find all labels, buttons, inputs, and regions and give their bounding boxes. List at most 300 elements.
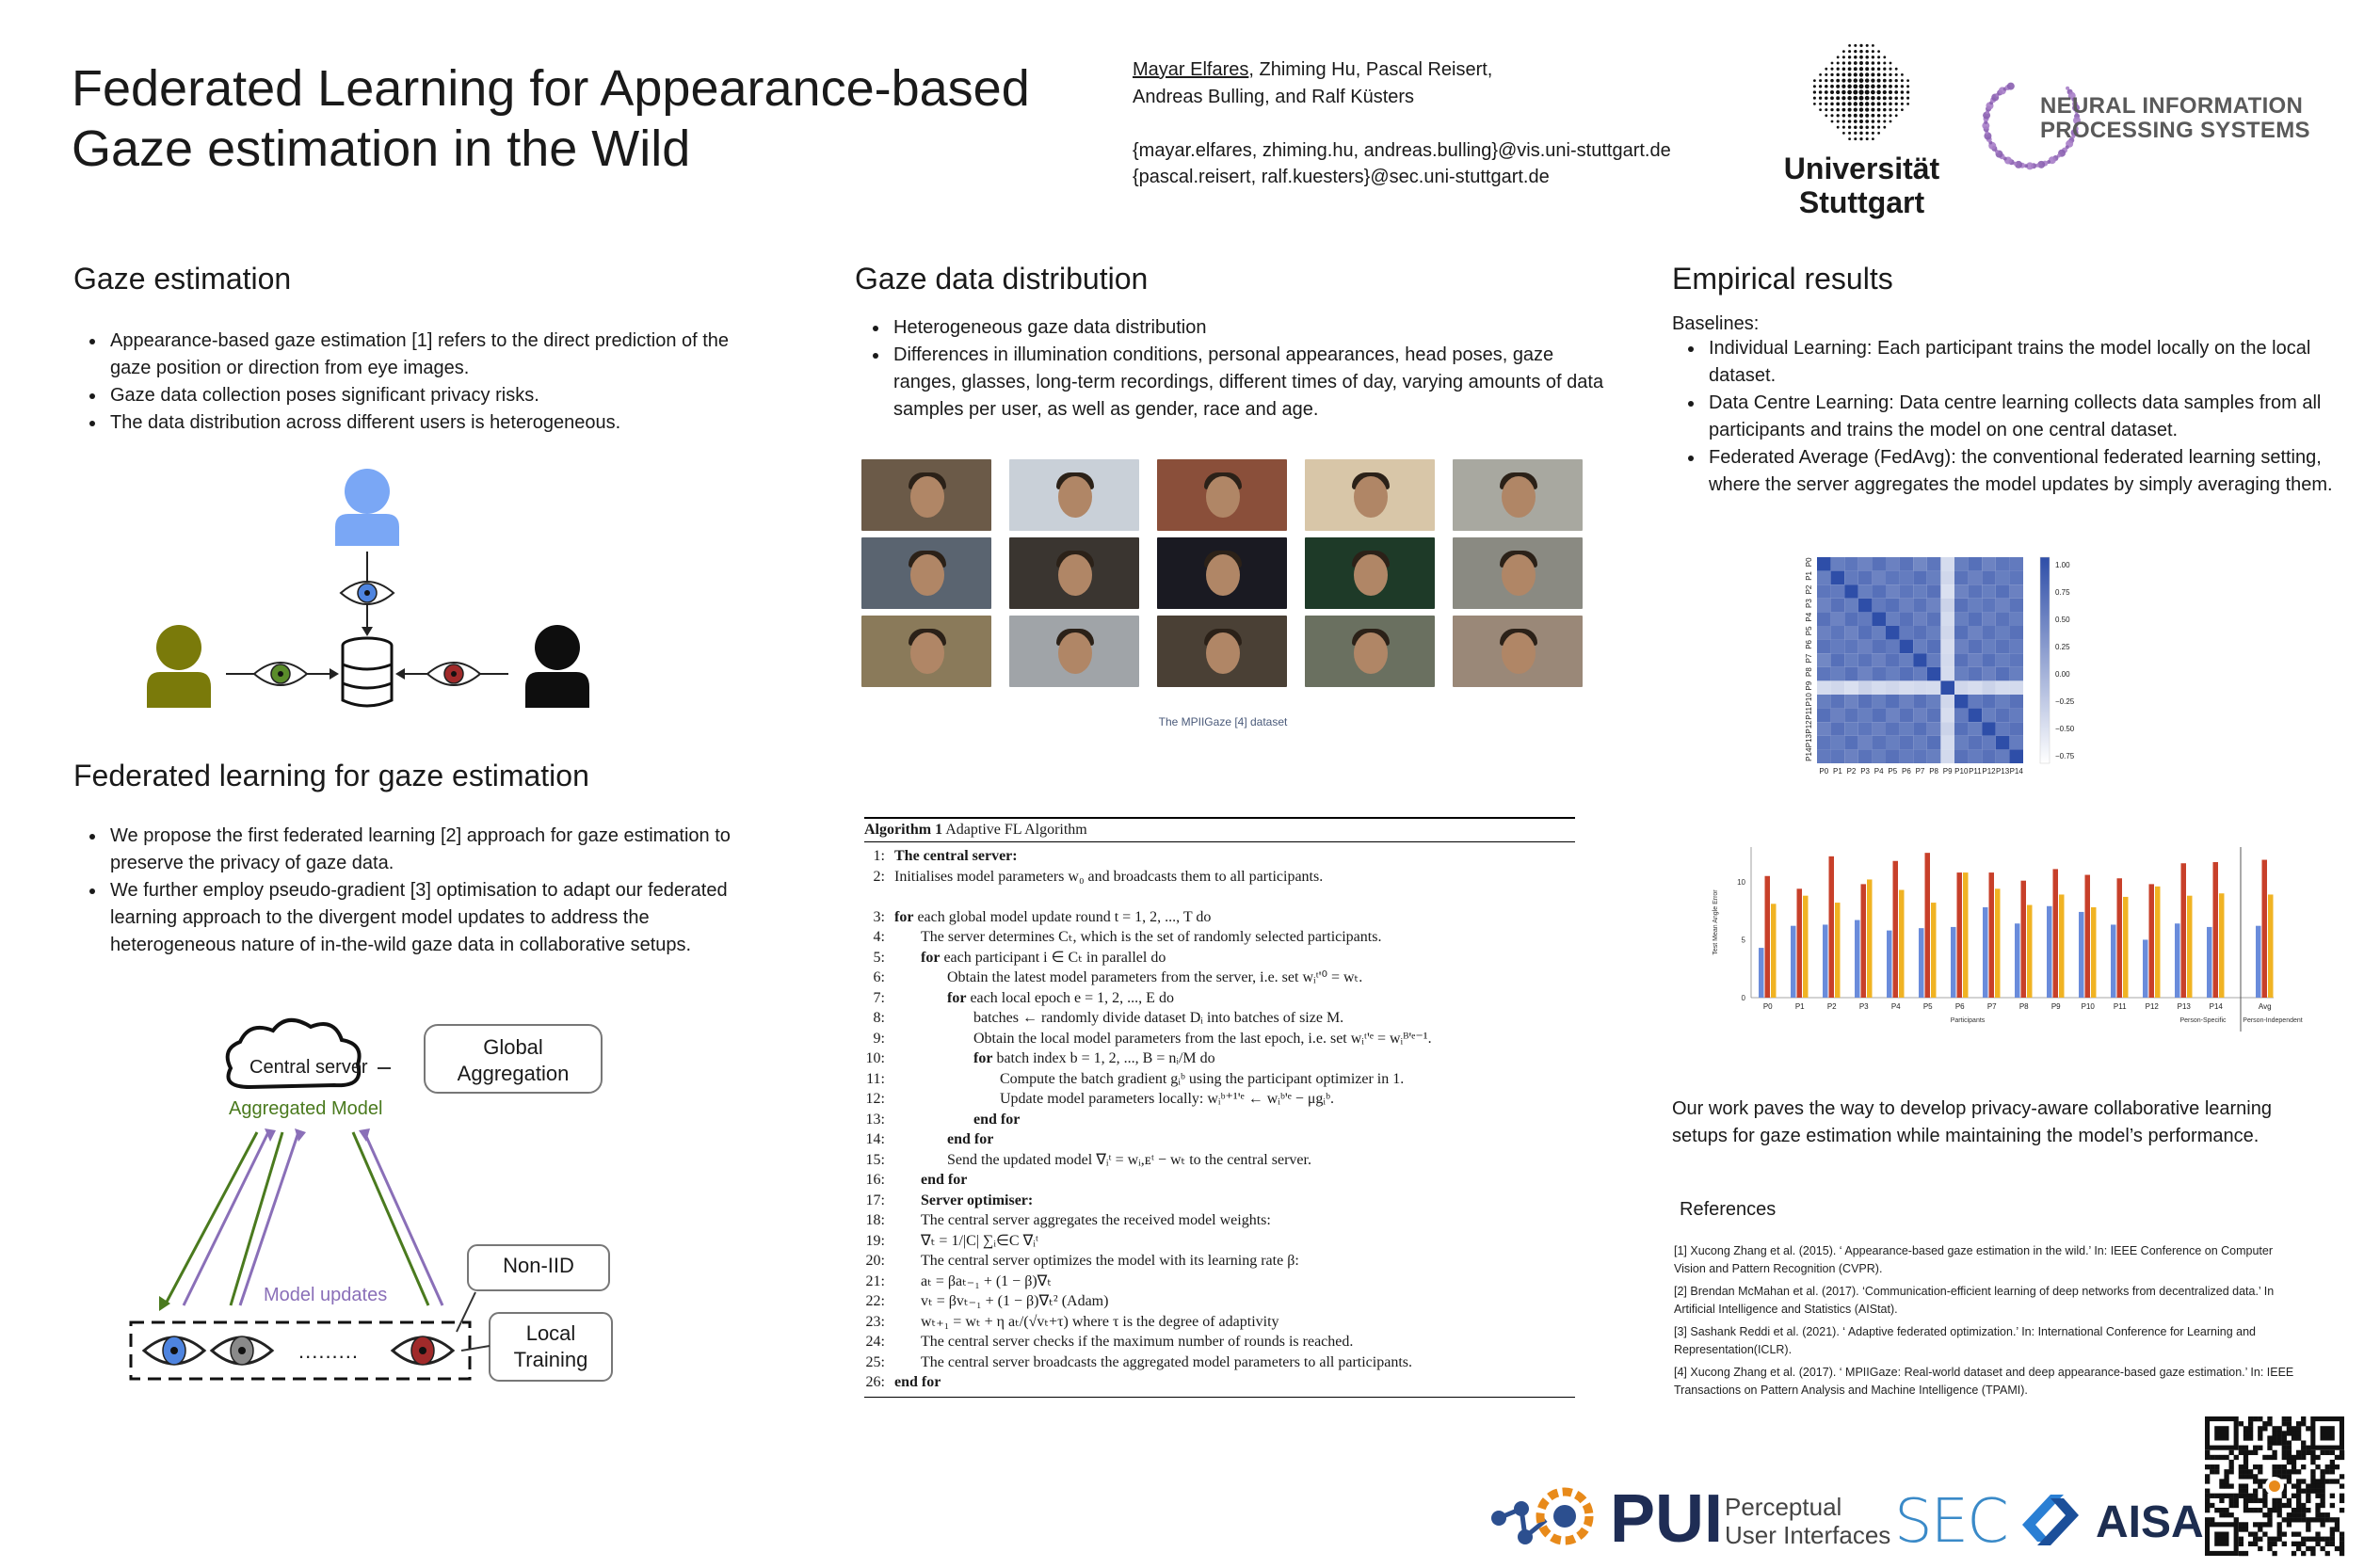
- dataset-photo: [1305, 616, 1435, 687]
- heatmap-x-tick: P7: [1915, 767, 1925, 776]
- eye-grey-small-icon: [212, 1336, 272, 1365]
- heatmap-cell: [1927, 749, 1941, 763]
- avg-bar: [2268, 894, 2274, 998]
- heatmap-cell: [1927, 653, 1941, 667]
- bar-group-label: Person-Specific: [2179, 1017, 2227, 1024]
- heatmap-cell: [1940, 749, 1954, 763]
- eye-blue-icon: [341, 582, 394, 604]
- bar-y-tick: 5: [1741, 936, 1745, 945]
- heatmap-cell: [1913, 736, 1927, 750]
- bar: [2219, 893, 2225, 998]
- heatmap-cell: [1817, 653, 1831, 667]
- title-line-2: Gaze estimation in the Wild: [72, 120, 691, 177]
- aisa-mark-icon: [2013, 1487, 2088, 1553]
- heatmap-cell: [1913, 695, 1927, 709]
- bar: [1791, 926, 1796, 998]
- heatmap-cell: [1996, 612, 2010, 626]
- heatmap-cell: [1858, 557, 1873, 571]
- bar: [1765, 876, 1771, 998]
- algorithm-line: 5: for each participant i ∈ Cₜ in parallel do: [873, 949, 1166, 966]
- bar-y-tick: 0: [1741, 994, 1745, 1002]
- heatmap-cell: [1900, 722, 1914, 736]
- heatmap-cell: [1872, 626, 1886, 640]
- heatmap-x-tick: P6: [1902, 767, 1911, 776]
- aggregated-model-label: Aggregated Model: [229, 1098, 383, 1119]
- heatmap-cell: [1831, 653, 1845, 667]
- reference-item: [2] Brendan McMahan et al. (2017). ‘Communication-efficient learning of deep networks from decentralized data.’ In Artificial Intelligence and Statistics (AIStat).: [1674, 1285, 2275, 1316]
- heatmap-cell: [1872, 599, 1886, 613]
- heatmap-cell: [2009, 557, 2023, 571]
- dataset-photo: [1009, 616, 1139, 687]
- references-heading: References: [1680, 1199, 1777, 1220]
- heatmap-cell: [1969, 695, 1983, 709]
- eye-red-icon: [427, 663, 480, 685]
- heatmap-cell: [1831, 571, 1845, 585]
- heatmap-cell: [1982, 722, 1996, 736]
- heatmap-cell: [1886, 736, 1900, 750]
- heatmap-cell: [1886, 640, 1900, 654]
- heatmap-y-tick: P1: [1805, 571, 1813, 581]
- heatmap-cell: [1969, 612, 1983, 626]
- heatmap-cell: [1982, 640, 1996, 654]
- conclusion-text: Our work paves the way to develop privacy-aware collaborative learning setups for gaze estimation while maintaining the model’s performance.: [1672, 1098, 2272, 1146]
- heatmap-cell: [1982, 584, 1996, 599]
- heatmap-cell: [1969, 680, 1983, 695]
- heatmap-cell: [1996, 736, 2010, 750]
- university-logo: [1775, 38, 1949, 226]
- heatmap-cell: [1913, 680, 1927, 695]
- heatmap-cell: [1817, 612, 1831, 626]
- heatmap-cell: [2009, 680, 2023, 695]
- algorithm-line: 7: for each local epoch e = 1, 2, ..., E do: [873, 989, 1174, 1006]
- heatmap-cell: [1954, 571, 1969, 585]
- heatmap-cell: [1940, 612, 1954, 626]
- heatmap-cell: [1996, 667, 2010, 681]
- heatmap-cell: [1844, 667, 1858, 681]
- algorithm-line: 16: end for: [865, 1172, 968, 1188]
- heatmap-cell: [1913, 626, 1927, 640]
- heatmap-cell: [1969, 653, 1983, 667]
- heatmap-cell: [1886, 626, 1900, 640]
- heatmap-y-tick: P8: [1805, 667, 1813, 677]
- error-bar-chart: [1704, 838, 2303, 1045]
- heatmap-cell: [1872, 557, 1886, 571]
- heatmap-cell: [1872, 736, 1886, 750]
- colorbar-tick: 0.75: [2055, 588, 2070, 597]
- dataset-photo: [1009, 459, 1139, 531]
- bar: [1931, 903, 1937, 998]
- heatmap-cell: [1940, 626, 1954, 640]
- first-author: Mayar Elfares: [1133, 59, 1249, 80]
- algorithm-line: 13: end for: [865, 1111, 1021, 1128]
- heatmap-x-tick: P3: [1860, 767, 1870, 776]
- heatmap-cell: [1927, 626, 1941, 640]
- bar-x-tick: P14: [2209, 1002, 2223, 1011]
- qr-center-logo: [2269, 1480, 2280, 1492]
- heatmap-cell: [1969, 571, 1983, 585]
- heatmap-y-tick: P7: [1805, 653, 1813, 664]
- heatmap-cell: [1844, 571, 1858, 585]
- heatmap-cell: [1858, 571, 1873, 585]
- bullet-fed-1: • We propose the first federated learning [2] approach for gaze estimation to preserve the privacy of gaze data.: [106, 823, 765, 877]
- heatmap-cell: [2009, 612, 2023, 626]
- colorbar-tick: −0.25: [2055, 697, 2075, 706]
- algorithm-line: 25: The central server broadcasts the aggregated model parameters to all participants.: [865, 1353, 1412, 1370]
- algorithm-line: 8: batches ← randomly divide dataset Dᵢ into batches of size M.: [873, 1010, 1344, 1026]
- avg-bar: [2262, 860, 2268, 998]
- heatmap-x-tick: P5: [1888, 767, 1898, 776]
- bar: [2123, 897, 2129, 998]
- bar: [1951, 927, 1956, 998]
- heatmap-cell: [1886, 722, 1900, 736]
- heatmap-cell: [1858, 709, 1873, 723]
- dataset-photo: [1009, 537, 1139, 609]
- bar-x-tick: P5: [1922, 1002, 1933, 1011]
- heatmap-cell: [1844, 653, 1858, 667]
- heatmap-cell: [1969, 557, 1983, 571]
- heatmap-cell: [1900, 626, 1914, 640]
- heatmap-cell: [1886, 612, 1900, 626]
- heatmap-cell: [1913, 667, 1927, 681]
- dataset-photo: [861, 616, 991, 687]
- dataset-caption: The MPIIGaze [4] dataset: [1158, 715, 1288, 728]
- bar: [1995, 888, 2001, 998]
- heatmap-cell: [1872, 680, 1886, 695]
- bar: [2143, 939, 2148, 998]
- algorithm-box: [864, 817, 1575, 1398]
- bullet-res-3: • Federated Average (FedAvg): the conventional federated learning setting, where the server aggregates the model updates by simply averaging them.: [1705, 444, 2364, 499]
- heatmap-cell: [1954, 722, 1969, 736]
- heatmap-cell: [1844, 695, 1858, 709]
- heatmap-cell: [1858, 584, 1873, 599]
- global-aggregation-label: Global Aggregation: [457, 1035, 570, 1085]
- bar: [2091, 907, 2097, 998]
- algorithm-line: 26: end for: [865, 1374, 941, 1390]
- bar-x-label: Participants: [1950, 1017, 1986, 1024]
- heatmap-cell: [1817, 680, 1831, 695]
- colorbar-tick: 0.50: [2055, 616, 2070, 624]
- neurips-logo: [1972, 45, 2311, 196]
- heatmap-cell: [1940, 640, 1954, 654]
- heatmap-cell: [1969, 709, 1983, 723]
- heatmap-cell: [1969, 722, 1983, 736]
- bar: [1797, 888, 1803, 998]
- heatmap-cell: [1831, 626, 1845, 640]
- heatmap-cell: [2009, 667, 2023, 681]
- heatmap-cell: [1900, 640, 1914, 654]
- bullet-res-2: • Data Centre Learning: Data centre learning collects data samples from all participants and trains the model on one central dataset.: [1705, 390, 2364, 444]
- heatmap-cell: [1982, 680, 1996, 695]
- heatmap-cell: [1817, 640, 1831, 654]
- heatmap-cell: [1900, 557, 1914, 571]
- bar: [2047, 906, 2052, 998]
- heatmap-cell: [1872, 667, 1886, 681]
- heatmap-cell: [1954, 584, 1969, 599]
- heatmap-y-tick: P13: [1805, 733, 1813, 748]
- colorbar-tick: 1.00: [2055, 561, 2070, 569]
- heatmap-cell: [1858, 749, 1873, 763]
- heatmap-y-tick: P9: [1805, 680, 1813, 691]
- neurips-line-2: PROCESSING SYSTEMS: [2040, 118, 2310, 143]
- heatmap-cell: [1954, 695, 1969, 709]
- dataset-photo: [1453, 616, 1583, 687]
- bar: [1771, 904, 1777, 998]
- section-heading-results: Empirical results: [1672, 262, 1893, 296]
- bullet-dist-2: • Differences in illumination conditions, personal appearances, head poses, gaze ranges, glasses, long-term recordings, different times of day, varying amounts of data samples per user, as well as gender, race and age.: [890, 342, 1615, 424]
- bar: [1893, 861, 1899, 998]
- heatmap-x-tick: P13: [1995, 767, 2010, 776]
- pui-network-icon: [1488, 1482, 1600, 1558]
- heatmap-cell: [1831, 709, 1845, 723]
- title-line-1: Federated Learning for Appearance-based: [72, 60, 1030, 117]
- heatmap-cell: [1969, 626, 1983, 640]
- ellipsis-label: .........: [298, 1339, 360, 1363]
- heatmap-cell: [1900, 736, 1914, 750]
- non-iid-label: Non-IID: [503, 1254, 574, 1277]
- heatmap-cell: [1831, 599, 1845, 613]
- heatmap-cell: [1858, 695, 1873, 709]
- heatmap-cell: [1831, 695, 1845, 709]
- heatmap-cell: [1900, 695, 1914, 709]
- bar: [1829, 856, 1835, 998]
- bar: [1989, 872, 1995, 998]
- gaze-estimation-bullets: [73, 328, 765, 437]
- bullet-fed-2: • We further employ pseudo-gradient [3] optimisation to adapt our federated learning approach to the divergent model updates to address the heterogeneous nature of in-the-wild gaze data in collaborative setups.: [106, 877, 765, 959]
- bar-x-tick: P8: [2018, 1002, 2029, 1011]
- algorithm-line: 10: for batch index b = 1, 2, ..., B = nᵢ/M do: [865, 1050, 1215, 1066]
- heatmap-cell: [1831, 584, 1845, 599]
- bar: [2021, 881, 2027, 998]
- bullet-gaze-2: • Gaze data collection poses significant privacy risks.: [106, 382, 765, 409]
- heatmap-cell: [1969, 584, 1983, 599]
- algorithm-line: 1: The central server:: [873, 848, 1018, 864]
- avg-bar: [2256, 926, 2261, 998]
- bar: [1759, 948, 1764, 998]
- bar-x-tick: P2: [1826, 1002, 1837, 1011]
- algorithm-title: Algorithm 1 Adaptive FL Algorithm: [864, 817, 1575, 842]
- model-updates-label: Model updates: [264, 1285, 388, 1305]
- heatmap-y-tick: P3: [1805, 599, 1813, 608]
- heatmap-cell: [1927, 599, 1941, 613]
- heatmap-cell: [1872, 749, 1886, 763]
- heatmap-cell: [1872, 653, 1886, 667]
- dataset-photo: [1453, 537, 1583, 609]
- email-line-2: {pascal.reisert, ralf.kuesters}@sec.uni-stuttgart.de: [1133, 167, 1550, 187]
- algorithm-line: 20: The central server optimizes the model with its learning rate β:: [865, 1253, 1299, 1269]
- heatmap-x-tick: P0: [1819, 767, 1829, 776]
- algorithm-line: 23: wₜ₊₁ = wₜ + η aₜ/(√vₜ+τ) where τ is the degree of adaptivity: [865, 1313, 1279, 1330]
- heatmap-cell: [1982, 571, 1996, 585]
- heatmap-cell: [1886, 667, 1900, 681]
- heatmap-cell: [1969, 736, 1983, 750]
- heatmap-cell: [1817, 722, 1831, 736]
- bar: [1899, 890, 1905, 998]
- heatmap-cell: [1940, 571, 1954, 585]
- heatmap-cell: [1872, 640, 1886, 654]
- heatmap-y-tick: P14: [1805, 747, 1813, 761]
- heatmap-cell: [1844, 626, 1858, 640]
- references-list: [1674, 1242, 2295, 1404]
- federated-bullets: [73, 823, 765, 959]
- heatmap-y-tick: P0: [1805, 557, 1813, 568]
- heatmap-cell: [1913, 653, 1927, 667]
- bar-x-tick: P0: [1762, 1002, 1773, 1011]
- bar: [1803, 896, 1809, 998]
- heatmap-cell: [1858, 680, 1873, 695]
- heatmap-cell: [1954, 626, 1969, 640]
- authors-line-2: Andreas Bulling, and Ralf Küsters: [1133, 87, 1415, 107]
- heatmap-cell: [1954, 680, 1969, 695]
- dataset-photo: [1157, 459, 1287, 531]
- heatmap-cell: [1913, 612, 1927, 626]
- heatmap-cell: [1900, 612, 1914, 626]
- section-heading-distribution: Gaze data distribution: [855, 262, 1149, 296]
- colorbar-tick: 0.25: [2055, 643, 2070, 651]
- bar-x-tick: P1: [1794, 1002, 1805, 1011]
- bar-x-tick: P11: [2113, 1002, 2127, 1011]
- bar-x-tick: P9: [2050, 1002, 2061, 1011]
- heatmap-cell: [1872, 709, 1886, 723]
- algorithm-line: 14: end for: [865, 1131, 994, 1147]
- heatmap-cell: [1886, 695, 1900, 709]
- algorithm-line: 6: Obtain the latest model parameters from the server, i.e. set wᵢᵗ'⁰ = wₜ.: [873, 969, 1363, 985]
- heatmap-cell: [1886, 599, 1900, 613]
- colorbar-tick: −0.75: [2055, 752, 2075, 760]
- heatmap-cell: [2009, 736, 2023, 750]
- heatmap-cell: [1872, 612, 1886, 626]
- heatmap-cell: [1900, 709, 1914, 723]
- algorithm-line: 9: Obtain the local model parameters from the last epoch, i.e. set wᵢᵗ'ᵉ = wᵢᴮ'ᵉ⁻¹.: [873, 1030, 1432, 1047]
- avg-x-tick: Avg: [2258, 1002, 2272, 1011]
- heatmap-cell: [1817, 584, 1831, 599]
- heatmap-y-tick: P4: [1805, 612, 1813, 622]
- heatmap-x-tick: P2: [1846, 767, 1857, 776]
- person-blue-icon: [335, 469, 399, 546]
- algorithm-line: 2: Initialises model parameters w₀ and broadcasts them to all participants.: [873, 868, 1324, 885]
- bar: [2111, 924, 2116, 998]
- results-bullets: [1672, 335, 2364, 499]
- bullet-gaze-1: • Appearance-based gaze estimation [1] refers to the direct prediction of the gaze position or direction from eye images.: [106, 328, 765, 382]
- heatmap-cell: [1817, 749, 1831, 763]
- bar-x-tick: P7: [1986, 1002, 1997, 1011]
- heatmap-cell: [1900, 667, 1914, 681]
- section-heading-federated: Federated learning for gaze estimation: [73, 759, 589, 792]
- heatmap-cell: [1844, 612, 1858, 626]
- heatmap-cell: [1927, 584, 1941, 599]
- heatmap-cell: [1969, 667, 1983, 681]
- heatmap-cell: [1844, 584, 1858, 599]
- heatmap-cell: [2009, 709, 2023, 723]
- heatmap-cell: [1831, 667, 1845, 681]
- bar: [1963, 872, 1969, 998]
- heatmap-cell: [1996, 709, 2010, 723]
- heatmap-cell: [1996, 722, 2010, 736]
- heatmap-cell: [1858, 653, 1873, 667]
- heatmap-cell: [1940, 709, 1954, 723]
- heatmap-cell: [1886, 653, 1900, 667]
- heatmap-cell: [1996, 695, 2010, 709]
- bar-x-tick: P10: [2081, 1002, 2095, 1011]
- bar-group-label: Person-Independent: [2243, 1017, 2303, 1024]
- heatmap-cell: [2009, 626, 2023, 640]
- heatmap-cell: [1940, 680, 1954, 695]
- heatmap-cell: [1858, 667, 1873, 681]
- bar: [2175, 923, 2180, 998]
- bar: [2213, 862, 2219, 998]
- bar: [1887, 931, 1892, 998]
- heatmap-cell: [1844, 599, 1858, 613]
- bar-x-tick: P4: [1890, 1002, 1901, 1011]
- qr-code[interactable]: [2205, 1416, 2344, 1556]
- dataset-photo: [1157, 537, 1287, 609]
- heatmap-x-tick: P1: [1833, 767, 1842, 776]
- heatmap-cell: [1831, 612, 1845, 626]
- heatmap-cell: [1996, 557, 2010, 571]
- section-heading-gaze-estimation: Gaze estimation: [73, 262, 292, 296]
- dataset-photo: [1305, 459, 1435, 531]
- heatmap-cell: [1831, 557, 1845, 571]
- bullet-gaze-3: • The data distribution across different users is heterogeneous.: [106, 409, 765, 437]
- heatmap-cell: [1996, 680, 2010, 695]
- heatmap-cell: [1996, 749, 2010, 763]
- heatmap-cell: [1954, 653, 1969, 667]
- heatmap-cell: [1954, 599, 1969, 613]
- heatmap-y-tick: P5: [1805, 626, 1813, 636]
- federated-diagram: [118, 1012, 626, 1398]
- bar: [2207, 927, 2212, 998]
- algorithm-line: 11: Compute the batch gradient gᵢᵇ using the participant optimizer in 1.: [866, 1070, 1405, 1087]
- heatmap-cell: [1858, 736, 1873, 750]
- heatmap-y-tick: P11: [1805, 707, 1813, 720]
- university-name-line-2: Stuttgart: [1798, 185, 1925, 219]
- colorbar-tick: −0.50: [2055, 725, 2075, 733]
- heatmap-cell: [1844, 680, 1858, 695]
- bar: [2079, 912, 2084, 998]
- heatmap-cell: [2009, 749, 2023, 763]
- heatmap-cell: [1831, 736, 1845, 750]
- heatmap-cell: [1913, 640, 1927, 654]
- heatmap-cell: [1927, 736, 1941, 750]
- heatmap-cell: [1900, 571, 1914, 585]
- heatmap-cell: [1913, 584, 1927, 599]
- bar: [2059, 894, 2065, 998]
- heatmap-cell: [1954, 709, 1969, 723]
- university-name-line-1: Universität: [1783, 152, 1940, 185]
- dataset-photo: [861, 459, 991, 531]
- eye-red-small-icon: [393, 1336, 453, 1365]
- colorbar-tick: 0.00: [2055, 670, 2070, 679]
- algorithm-line: 17: Server optimiser:: [865, 1192, 1034, 1208]
- heatmap-cell: [1940, 722, 1954, 736]
- dataset-photo: [1305, 537, 1435, 609]
- heatmap-cell: [1858, 612, 1873, 626]
- heatmap-cell: [1831, 722, 1845, 736]
- heatmap-cell: [1844, 749, 1858, 763]
- heatmap-y-tick: P2: [1805, 584, 1813, 595]
- heatmap-cell: [1858, 722, 1873, 736]
- bar-x-tick: P12: [2145, 1002, 2159, 1011]
- heatmap-cell: [1982, 736, 1996, 750]
- algorithm-line: 4: The server determines Cₜ, which is the set of randomly selected participants.: [873, 929, 1382, 945]
- heatmap-cell: [1996, 599, 2010, 613]
- bar: [1983, 907, 1988, 998]
- sec-logo: SEC: [1894, 1487, 2007, 1557]
- heatmap-cell: [1817, 667, 1831, 681]
- algorithm-line: 18: The central server aggregates the received model weights:: [865, 1212, 1271, 1228]
- heatmap-cell: [1858, 626, 1873, 640]
- central-server-label: Central server: [249, 1057, 368, 1078]
- privacy-diagram: [141, 452, 603, 725]
